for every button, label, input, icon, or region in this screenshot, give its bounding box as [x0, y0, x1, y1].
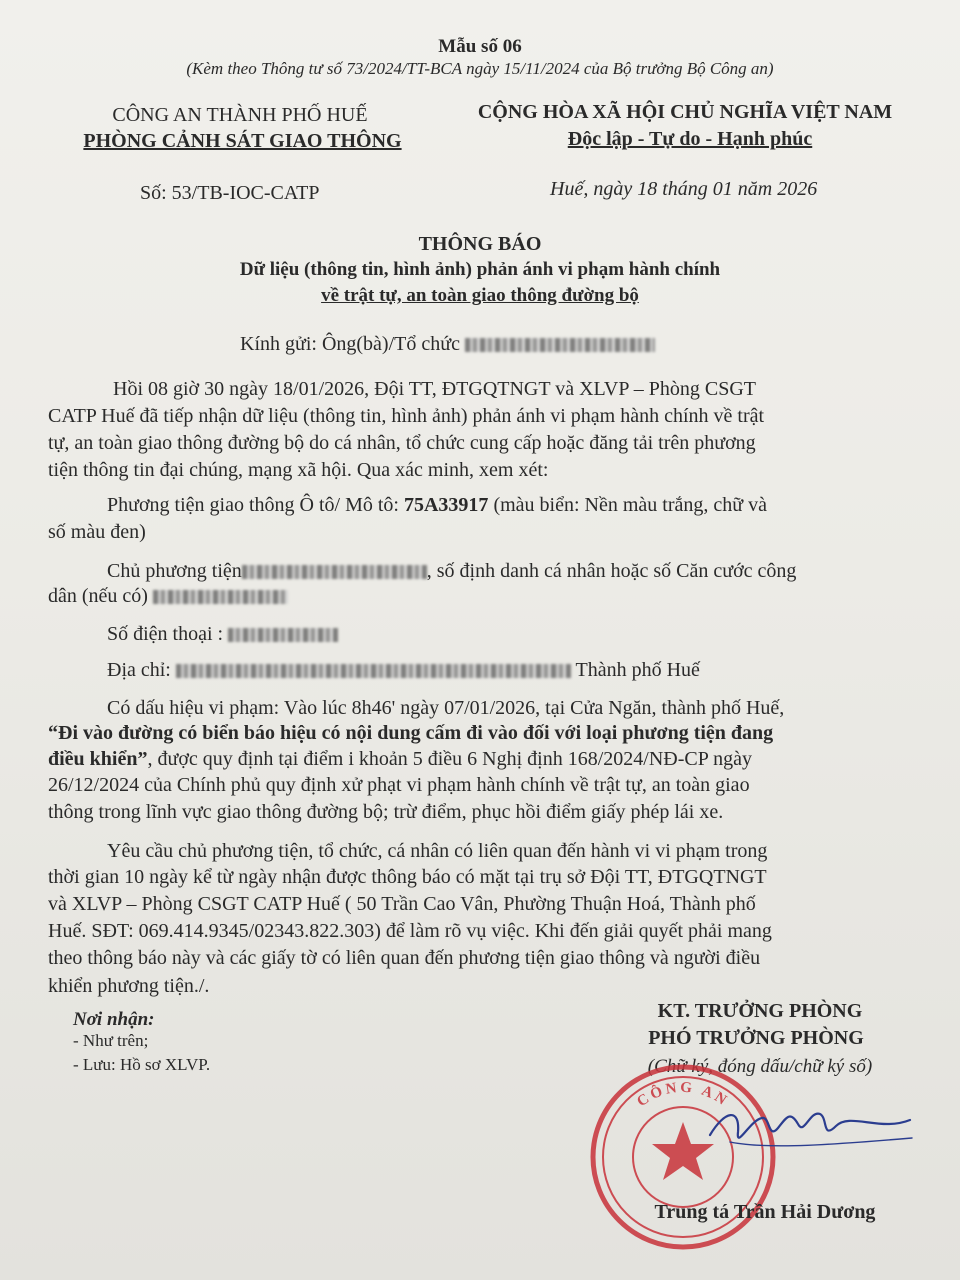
para1-line2: CATP Huế đã tiếp nhận dữ liệu (thông tin, hình ảnh) phản ánh vi phạm hành chính về trật — [48, 405, 765, 427]
request-line5: theo thông báo này và các giấy tờ có liên quan đến phương tiện giao thông và người điều — [48, 947, 761, 969]
country-title: CỘNG HÒA XÃ HỘI CHỦ NGHĨA VIỆT NAM — [477, 101, 893, 123]
owner-id-line — [48, 585, 288, 608]
para1-line3: tự, an toàn giao thông đường bộ do cá nhân, tổ chức cung cấp hoặc đăng tải trên phương — [48, 432, 756, 454]
signature-title-2: PHÓ TRƯỞNG PHÒNG — [648, 1027, 864, 1049]
redacted-address — [176, 664, 571, 678]
redacted-phone — [228, 628, 338, 642]
plate-description-2: số màu đen) — [48, 521, 146, 543]
para1-line4: tiện thông tin đại chúng, mạng xã hội. Qua xác minh, xem xét: — [48, 459, 549, 481]
address-label: Địa chỉ: — [107, 659, 171, 681]
phone-line — [107, 623, 338, 646]
handwritten-signature-icon — [690, 1080, 920, 1170]
form-attached-note: (Kèm theo Thông tư số 73/2024/TT-BCA ngày 15/11/2024 của Bộ trưởng Bộ Công an) — [186, 59, 774, 78]
owner-id-label: dân (nếu có) — [48, 585, 148, 607]
motto: Độc lập - Tự do - Hạnh phúc — [567, 128, 813, 150]
recipient-label: Kính gửi: Ông(bà)/Tổ chức — [240, 333, 460, 355]
owner-label: Chủ phương tiện — [107, 560, 242, 582]
violation-line1: Có dấu hiệu vi phạm: Vào lúc 8h46' ngày 07/01/2026, tại Cửa Ngăn, thành phố Huế, — [107, 697, 785, 719]
notice-subtitle-1: Dữ liệu (thông tin, hình ảnh) phản ánh vi phạm hành chính — [239, 259, 721, 280]
request-line6: khiển phương tiện./. — [48, 975, 210, 997]
violation-line5: thông trong lĩnh vực giao thông đường bộ; trừ điểm, phục hồi điểm giấy phép lái xe. — [48, 801, 724, 823]
plate-description: (màu biển: Nền màu trắng, chữ và — [488, 494, 767, 516]
recipient-line — [240, 333, 655, 356]
agency-line1: CÔNG AN THÀNH PHỐ HUẾ — [112, 104, 368, 126]
vehicle-label: Phương tiện giao thông Ô tô/ Mô tô: — [107, 494, 404, 516]
plate-number: 75A33917 — [403, 494, 489, 516]
signature-title-1: KT. TRƯỞNG PHÒNG — [657, 1000, 863, 1022]
form-number: Mẫu số 06 — [438, 36, 522, 57]
para1-line1: Hồi 08 giờ 30 ngày 18/01/2026, Đội TT, ĐTGQTNGT và XLVP – Phòng CSGT — [113, 378, 756, 400]
seal-text: CÔNG AN — [634, 1079, 732, 1111]
request-line1: Yêu cầu chủ phương tiện, tổ chức, cá nhân có liên quan đến hành vi vi phạm trong — [107, 840, 768, 862]
request-line4: Huế. SĐT: 069.414.9345/02343.822.303) để làm rõ vụ việc. Khi đến giải quyết phải mang — [48, 920, 772, 942]
owner-line — [107, 560, 796, 583]
address-city: Thành phố Huế — [575, 659, 700, 681]
violation-bold-2: điều khiển” — [48, 748, 148, 770]
issue-date: Huế, ngày 18 tháng 01 năm 2026 — [550, 178, 818, 200]
violation-bold-1: “Đi vào đường có biển báo hiệu có nội dung cấm đi vào đối với loại phương tiện đang — [48, 722, 774, 744]
doc-number: Số: 53/TB-IOC-CATP — [140, 182, 320, 204]
address-line — [107, 659, 700, 682]
notice-title: THÔNG BÁO — [418, 233, 542, 255]
request-line2: thời gian 10 ngày kể từ ngày nhận được thông báo có mặt tại trụ sở Đội TT, ĐTGQTNGT — [48, 866, 767, 888]
violation-line3 — [48, 748, 752, 771]
owner-id-text: , số định danh cá nhân hoặc số Căn cước công — [426, 560, 797, 582]
vehicle-line — [107, 494, 767, 517]
redacted-recipient-name — [465, 338, 655, 352]
recipient-item-2: - Lưu: Hồ sơ XLVP. — [73, 1055, 211, 1074]
recipient-item-1: - Như trên; — [73, 1031, 149, 1050]
signature-note: (Chữ ký, đóng dấu/chữ ký số) — [647, 1056, 873, 1077]
phone-label: Số điện thoại : — [107, 623, 224, 645]
violation-line4: 26/12/2024 của Chính phủ quy định xử phạt vi phạm hành chính về trật tự, an toàn giao — [48, 774, 750, 796]
request-line3: và XLVP – Phòng CSGT CATP Huế ( 50 Trần Cao Vân, Phường Thuận Hoá, Thành phố — [48, 893, 756, 915]
agency-line2: PHÒNG CẢNH SÁT GIAO THÔNG — [83, 130, 402, 152]
recipients-title: Nơi nhận: — [73, 1009, 155, 1030]
violation-regulation: , được quy định tại điểm i khoản 5 điều 6 Nghị định 168/2024/NĐ-CP ngày — [147, 748, 752, 770]
signer-name: Trung tá Trần Hải Dương — [654, 1201, 876, 1223]
redacted-id-number — [153, 590, 288, 604]
redacted-owner-name — [242, 565, 427, 579]
notice-subtitle-2: về trật tự, an toàn giao thông đường bộ — [321, 285, 639, 306]
